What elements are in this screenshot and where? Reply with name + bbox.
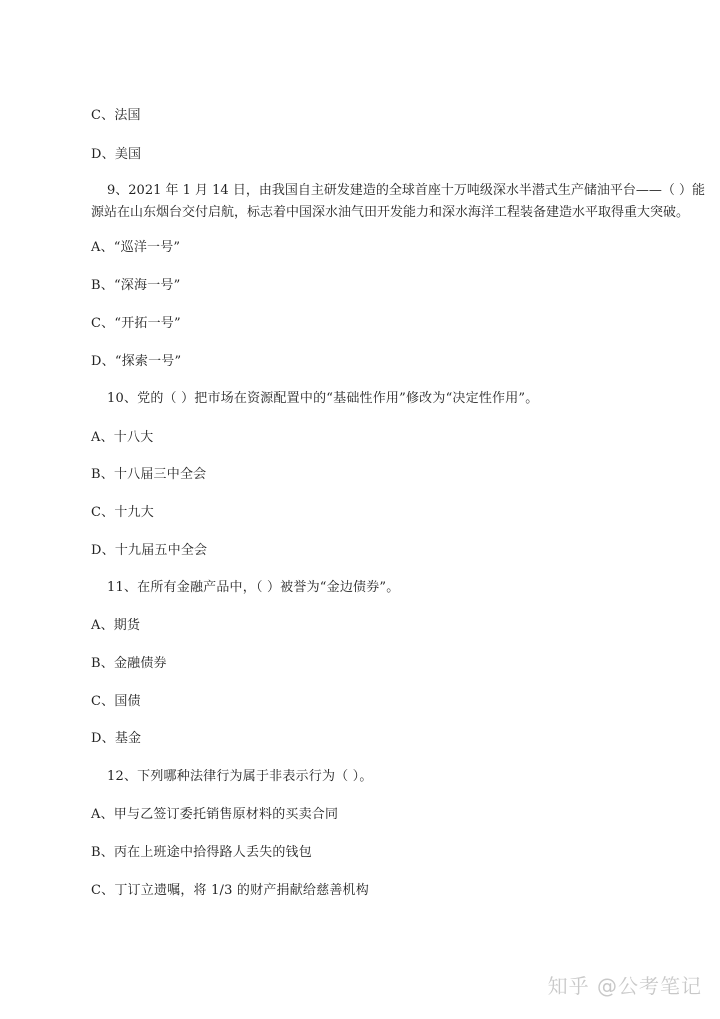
q9-option-b: B、“深海一号” (91, 278, 181, 293)
q12-option-a: A、甲与乙签订委托销售原材料的买卖合同 (91, 807, 339, 822)
q11-option-a: A、期货 (91, 618, 141, 633)
q10-option-d: D、十九届五中全会 (91, 543, 208, 558)
q9-option-d: D、“探索一号” (91, 354, 182, 369)
q12-option-c: C、丁订立遗嘱，将 1/3 的财产捐献给慈善机构 (91, 883, 369, 898)
q10-option-c: C、十九大 (91, 505, 154, 520)
q9-stem-line1: 9、2021 年 1 月 14 日，由我国自主研发建造的全球首座十万吨级深水半潜式生产储油平台——（ ）能 (107, 183, 705, 198)
q10-option-a: A、十八大 (91, 430, 154, 445)
q12-stem: 12、下列哪种法律行为属于非表示行为（ ）。 (107, 769, 373, 784)
q11-option-c: C、国债 (91, 694, 141, 709)
q11-stem: 11、在所有金融产品中，（ ）被誉为“金边债券”。 (107, 580, 400, 595)
q12-option-b: B、丙在上班途中拾得路人丢失的钱包 (91, 845, 312, 860)
q8-option-c: C、法国 (91, 108, 141, 123)
q8-option-d: D、美国 (91, 147, 142, 162)
q9-stem-line2: 源站在山东烟台交付启航，标志着中国深水油气田开发能力和深水海洋工程装备建造水平取得重大突破。 (91, 205, 690, 220)
q11-option-b: B、金融债券 (91, 656, 167, 671)
watermark: 知乎 @公考笔记 (547, 974, 702, 998)
q11-option-d: D、基金 (91, 731, 142, 746)
q10-stem: 10、党的（ ）把市场在资源配置中的“基础性作用”修改为“决定性作用”。 (107, 391, 539, 406)
q10-option-b: B、十八届三中全会 (91, 467, 207, 482)
q9-option-a: A、“巡洋一号” (91, 240, 181, 255)
q9-option-c: C、“开拓一号” (91, 316, 181, 331)
